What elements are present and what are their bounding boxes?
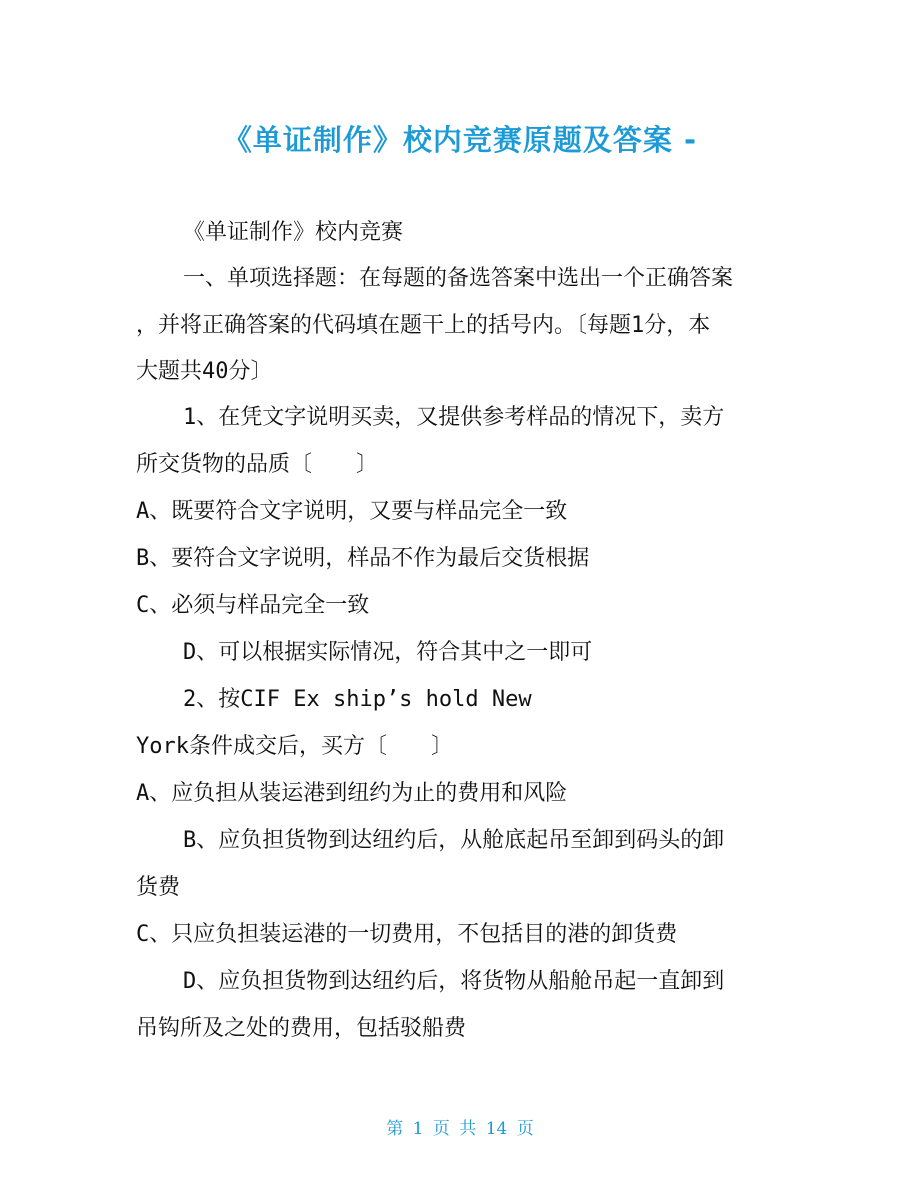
document-title: 《单证制作》校内竞赛原题及答案 - [222,123,698,157]
text-line: 一、单项选择题：在每题的备选答案中选出一个正确答案 [183,266,734,291]
text-line: A、应负担从装运港到纽约为止的费用和风险 [136,781,568,806]
text-line: ，并将正确答案的代码填在题干上的括号内。〔每题1分，本 [136,313,711,338]
text-line: C、必须与样品完全一致 [136,593,370,618]
text-line: 吊钩所及之处的费用，包括驳船费 [136,1016,467,1041]
text-line: 《单证制作》校内竞赛 [183,220,404,245]
text-line: B、应负担货物到达纽约后，从舱底起吊至卸到码头的卸 [183,828,725,853]
text-line: 1、在凭文字说明买卖，又提供参考样品的情况下，卖方 [183,405,725,430]
text-line: 货费 [136,875,181,900]
text-line: B、要符合文字说明，样品不作为最后交货根据 [136,546,590,571]
text-line: 所交货物的品质〔 〕 [136,452,379,477]
text-line: 大题共40分〕 [136,359,273,384]
text-line: 2、按CIF Ex ship’s hold New [183,687,532,712]
text-line: C、只应负担装运港的一切费用，不包括目的港的卸货费 [136,922,678,947]
text-line: D、可以根据实际情况，符合其中之一即可 [183,640,593,665]
page-number-footer: 第 1 页 共 14 页 [386,1119,534,1139]
text-line: D、应负担货物到达纽约后，将货物从船舱吊起一直卸到 [183,969,725,994]
text-line: York条件成交后，买方〔 〕 [136,734,453,759]
text-line: A、既要符合文字说明，又要与样品完全一致 [136,499,568,524]
